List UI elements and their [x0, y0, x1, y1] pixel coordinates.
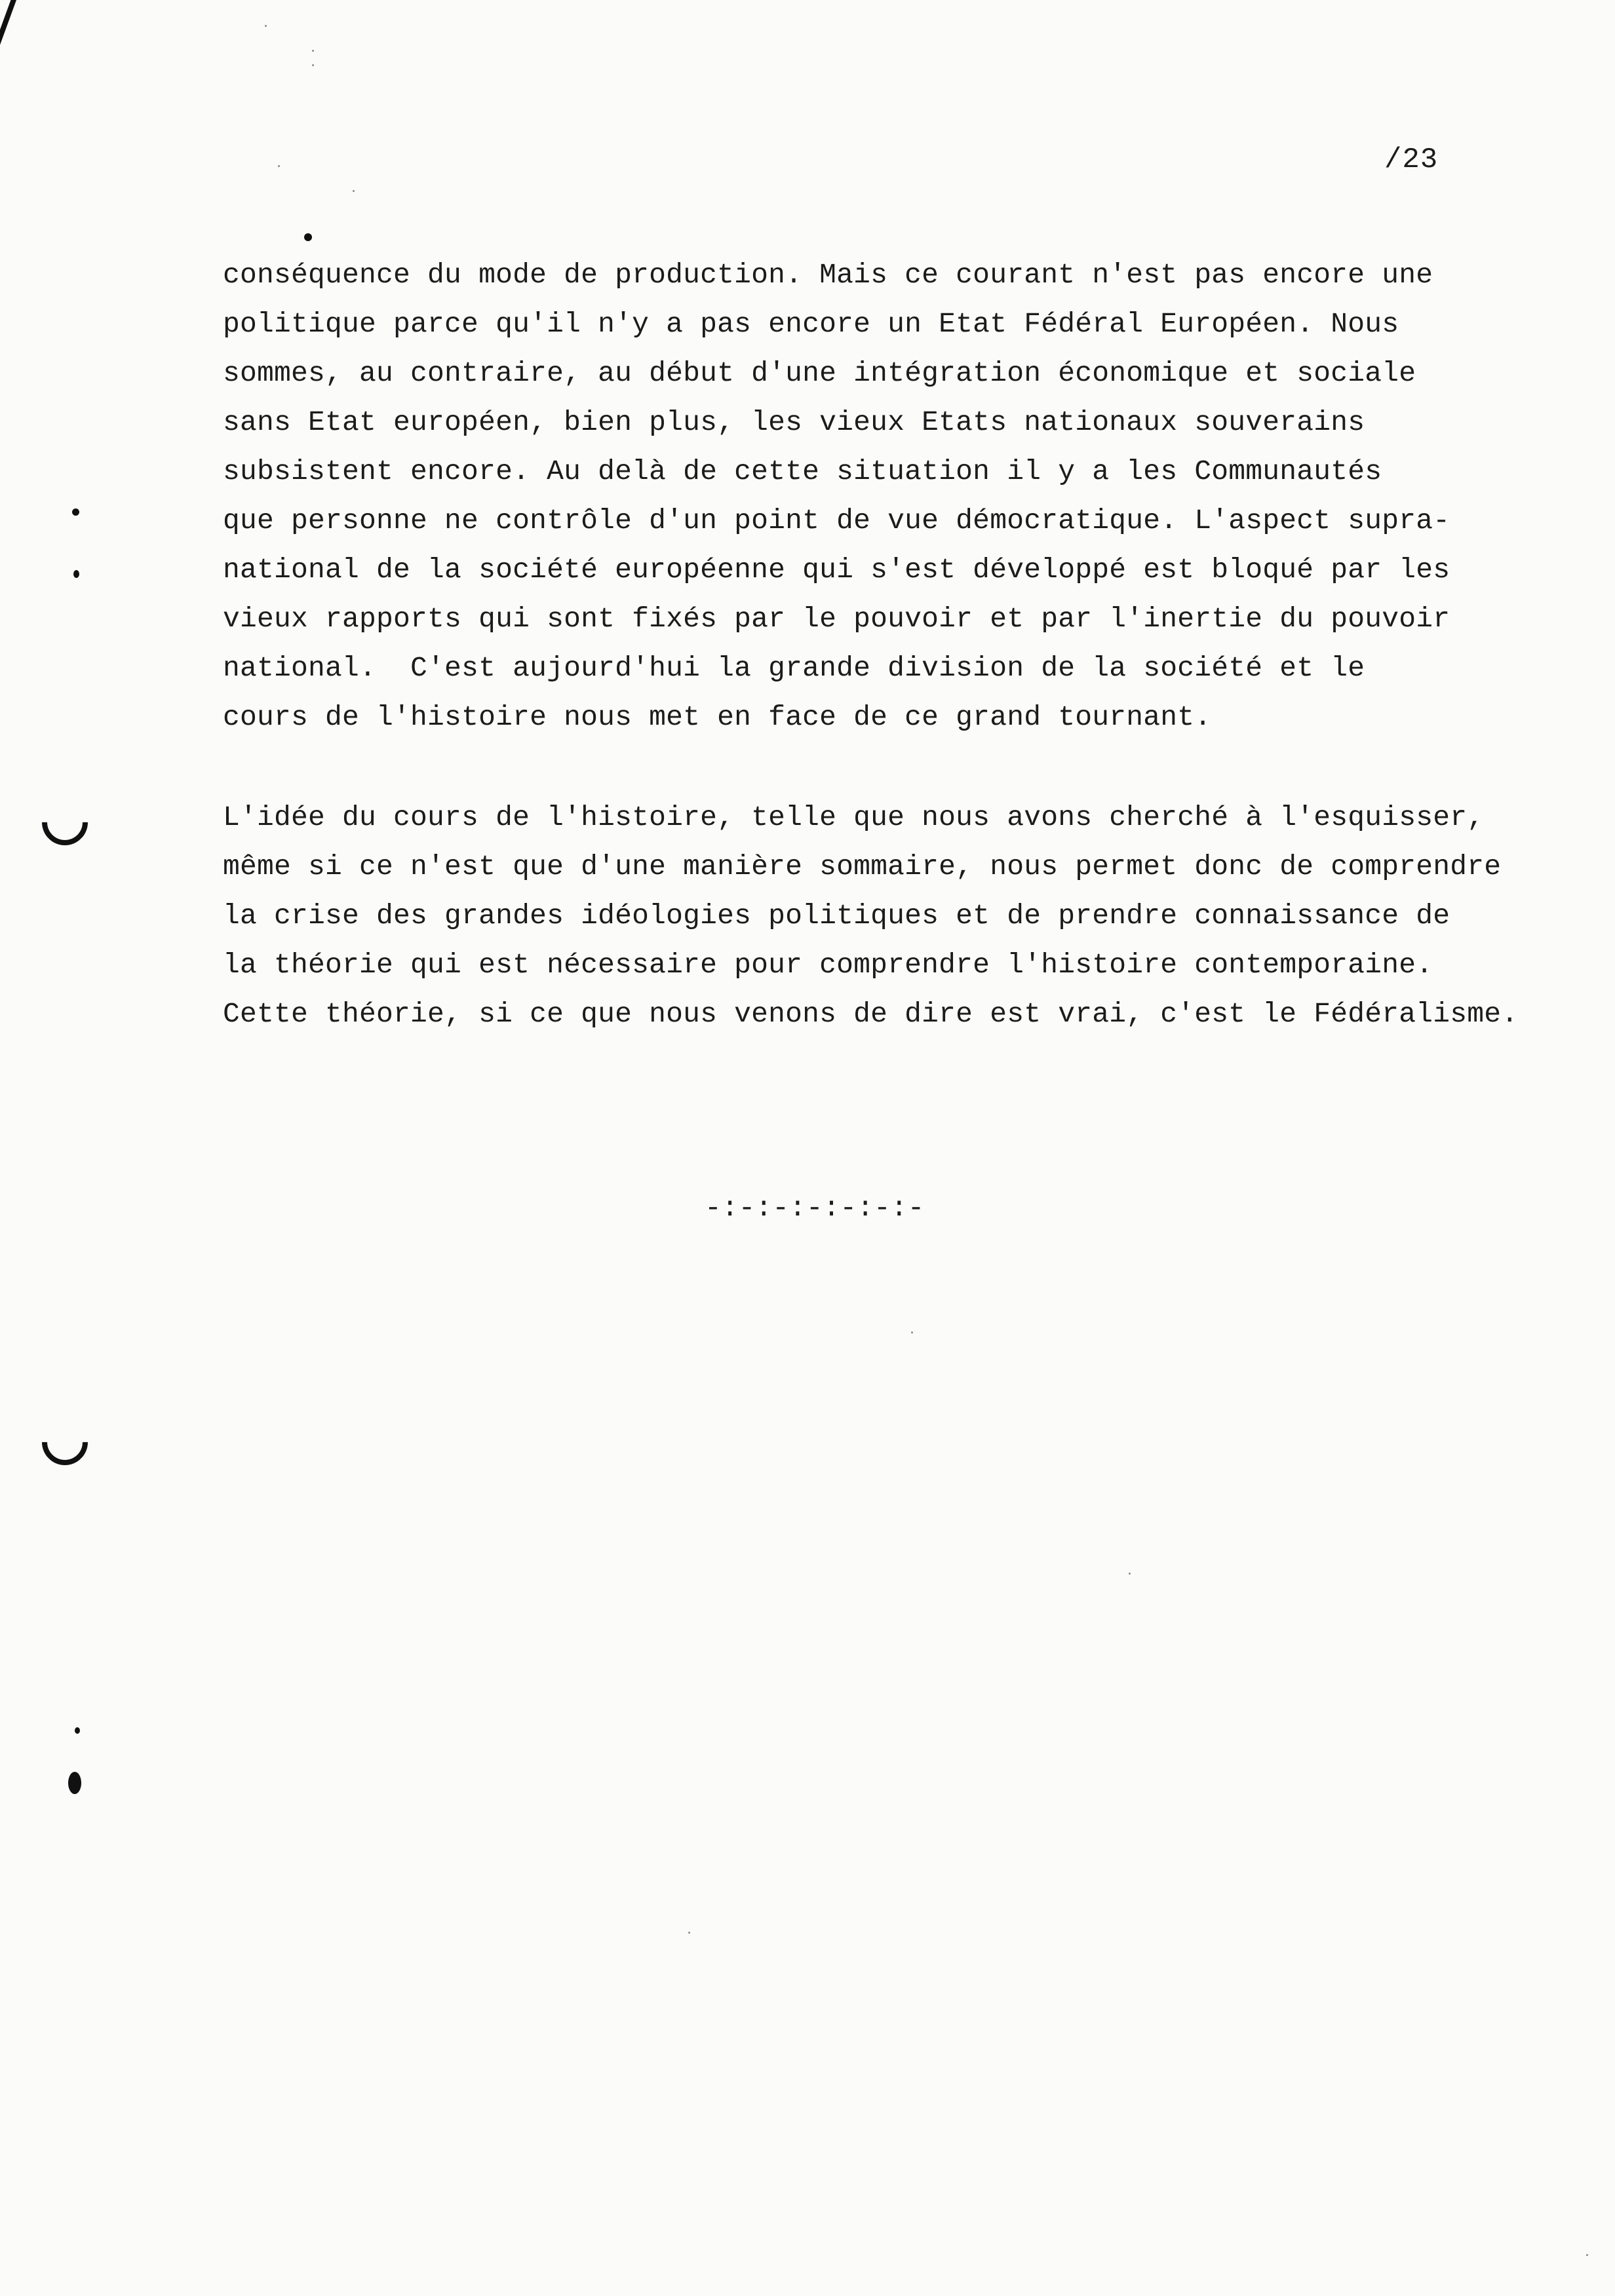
paragraph-2: [223, 793, 1518, 1039]
text-line: la théorie qui est nécessaire pour comprendre l'histoire contemporaine.: [223, 949, 1433, 981]
text-line: national. C'est aujourd'hui la grande division de la société et le: [223, 652, 1365, 684]
scan-dot: [75, 1727, 80, 1734]
section-separator: -:-:-:-:-:-:-: [705, 1192, 925, 1224]
text-line: national de la société européenne qui s'est développé est bloqué par les: [223, 554, 1450, 586]
scan-dot: [72, 508, 79, 516]
paragraph-1: [223, 250, 1450, 742]
text-line: sans Etat européen, bien plus, les vieux Etats nationaux souverains: [223, 406, 1365, 438]
scan-edge-mark: [0, 0, 18, 52]
text-line: L'idée du cours de l'histoire, telle que nous avons cherché à l'esquisser,: [223, 801, 1485, 833]
text-line: subsistent encore. Au delà de cette situation il y a les Communautés: [223, 455, 1382, 488]
text-line: même si ce n'est que d'une manière sommaire, nous permet donc de comprendre: [223, 851, 1502, 883]
scan-dot: [73, 570, 79, 578]
scan-speck: [278, 165, 280, 167]
punch-hole-mark: [33, 790, 98, 855]
text-line: la crise des grandes idéologies politiques et de prendre connaissance de: [223, 900, 1450, 932]
scan-speck: [1586, 2254, 1588, 2256]
scan-speck: [312, 64, 314, 66]
scan-speck: [1129, 1573, 1131, 1575]
scan-dot: [304, 233, 312, 241]
scan-speck: [265, 25, 267, 27]
text-line: vieux rapports qui sont fixés par le pouvoir et par l'inertie du pouvoir: [223, 603, 1450, 635]
scan-speck: [312, 50, 314, 52]
page-number: /23: [1384, 144, 1439, 176]
text-line: conséquence du mode de production. Mais ce courant n'est pas encore une: [223, 259, 1433, 291]
scan-dot: [68, 1772, 81, 1794]
scan-speck: [353, 190, 355, 192]
text-line: politique parce qu'il n'y a pas encore un Etat Fédéral Européen. Nous: [223, 308, 1399, 340]
text-line: Cette théorie, si ce que nous venons de dire est vrai, c'est le Fédéralisme.: [223, 998, 1519, 1030]
punch-hole-mark: [33, 1410, 98, 1475]
scan-speck: [688, 1932, 690, 1934]
scan-speck: [911, 1331, 913, 1333]
text-line: que personne ne contrôle d'un point de vue démocratique. L'aspect supra-: [223, 505, 1450, 537]
text-line: sommes, au contraire, au début d'une intégration économique et sociale: [223, 357, 1416, 389]
text-line: cours de l'histoire nous met en face de ce grand tournant.: [223, 701, 1212, 733]
